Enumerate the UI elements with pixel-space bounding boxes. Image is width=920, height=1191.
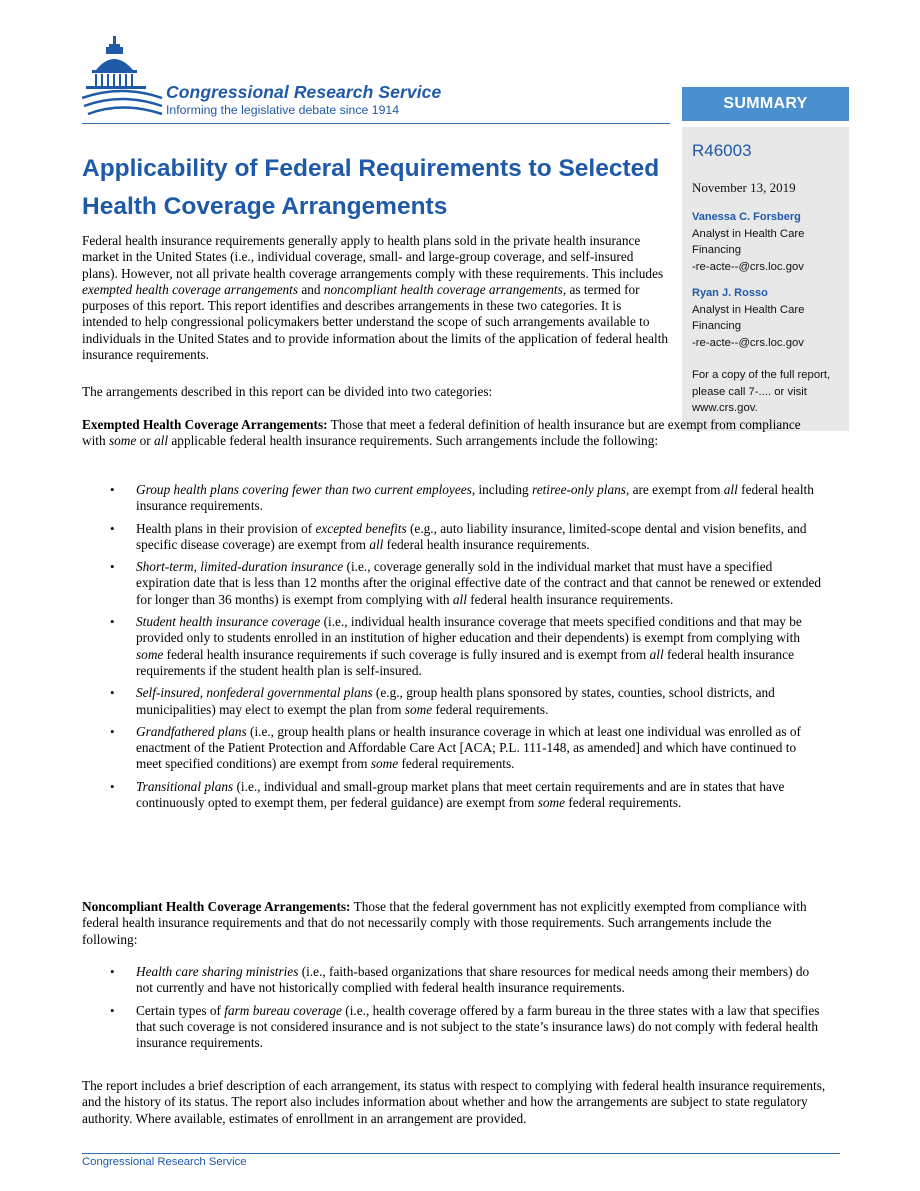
list-item: • Student health insurance coverage (i.e., individual health insurance coverage that meets specified conditions and that may be provided only to students enrolled in an institution of higher education and their dependents) is exempt from complying with some federal health insurance requirements if such coverage is fully insured and is exempt from all federal health insurance requirements if the student health plan is self-insured. bbox=[82, 614, 822, 679]
header-divider bbox=[82, 123, 670, 124]
footer-divider bbox=[82, 1153, 840, 1154]
categories-intro: The arrangements described in this report can be divided into two categories: bbox=[82, 384, 493, 399]
closing-paragraph: The report includes a brief description of each arrangement, its status with respect to complying with federal health insurance requirements, and the history of its status. The report also includes information about whether and how the arrangements are subject to state regulatory authority. Where available, estimates of enrollment in an arrangement are provided. bbox=[82, 1078, 826, 1126]
author-name: Vanessa C. Forsberg bbox=[692, 211, 801, 223]
exempted-paragraph: Exempted Health Coverage Arrangements: Those that meet a federal definition of health insurance but are exempt from compliance with some or all applicable federal health insurance requirements. Such arrangements include the following: bbox=[82, 417, 801, 449]
exempted-list bbox=[82, 482, 822, 817]
list-item: • Certain types of farm bureau coverage (i.e., health coverage offered by a farm bureau in the three states with a law that specifies that such coverage is not considered insurance and is not subject to the state’s insurance laws) do not comply with federal health insurance requirements. bbox=[82, 1003, 822, 1052]
report-date: November 13, 2019 bbox=[692, 180, 796, 195]
crs-logo bbox=[82, 34, 472, 124]
report-number: R46003 bbox=[692, 141, 752, 160]
list-item: • Group health plans covering fewer than two current employees, including retiree-only plans, are exempt from all federal health insurance requirements. bbox=[82, 482, 822, 515]
author-title: Analyst in Health Care Financing bbox=[692, 303, 805, 332]
org-name: Congressional Research Service bbox=[166, 82, 442, 102]
intro-paragraph: Federal health insurance requirements generally apply to health plans sold in the private health insurance market in the United States (i.e., individual coverage, small- and large-group coverage, and self-insured plans). However, not all private health coverage arrangements comply with these requirements. This includes exempted health coverage arrangements and noncompliant health coverage arrangements, as termed for purposes of this report. This report identifies and describes arrangements in these two categories. It is intended to help congressional policymakers better understand the scope of such arrangements available to individuals in the United States and to provide information about the limits of the application of federal health insurance requirements. bbox=[82, 233, 669, 363]
list-item: • Health plans in their provision of excepted benefits (e.g., auto liability insurance, limited-scope dental and vision benefits, and specific disease coverage) are exempt from all federal health insurance requirements. bbox=[82, 521, 822, 554]
noncompliant-paragraph: Noncompliant Health Coverage Arrangements: Those that the federal government has not explicitly exempted from compliance with federal health insurance requirements and that do not necessarily comply with those requirements. Such arrangements include the following: bbox=[82, 899, 807, 947]
author-email[interactable]: -re-acte--@crs.loc.gov bbox=[692, 260, 804, 273]
list-item: • Grandfathered plans (i.e., group health plans or health insurance coverage in which at least one individual was enrolled as of enactment of the Patient Protection and Affordable Care Act [ACA; P.L. 111-148, as amended] and which have continued to meet specified conditions) are exempt from some federal requirements. bbox=[82, 724, 822, 773]
list-item: • Health care sharing ministries (i.e., faith-based organizations that share resources for medical needs among their members) do not currently and have not historically complied with federal health insurance requirements. bbox=[82, 964, 822, 997]
capitol-dome-icon bbox=[82, 34, 164, 120]
report-sidebar bbox=[682, 127, 849, 431]
author-email[interactable]: -re-acte--@crs.loc.gov bbox=[692, 336, 804, 349]
noncompliant-list bbox=[82, 964, 822, 1057]
copy-note: For a copy of the full report, please call 7-.... or visit www.crs.gov. bbox=[692, 369, 831, 414]
document-title: Applicability of Federal Requirements to Selected Health Coverage Arrangements bbox=[82, 155, 660, 220]
list-item: • Transitional plans (i.e., individual and small-group market plans that meet certain requirements and are in states that have continuously opted to exempt them, per federal guidance) are exempt from some federal requirements. bbox=[82, 779, 822, 812]
author-title: Analyst in Health Care Financing bbox=[692, 227, 805, 256]
author-name: Ryan J. Rosso bbox=[692, 287, 768, 299]
list-item: • Self-insured, nonfederal governmental plans (e.g., group health plans sponsored by states, counties, school districts, and municipalities) may elect to exempt the plan from some federal requirements. bbox=[82, 685, 822, 718]
footer-text: Congressional Research Service bbox=[82, 1156, 247, 1168]
summary-label: SUMMARY bbox=[682, 87, 849, 121]
list-item: • Short-term, limited-duration insurance (i.e., coverage generally sold in the individual market that must have a specified expiration date that is less than 12 months after the original effective date of the contract and that cannot be renewed or extended for longer than 36 months) is exempt from complying with all federal health insurance requirements. bbox=[82, 559, 822, 608]
org-tagline: Informing the legislative debate since 1914 bbox=[166, 103, 400, 117]
